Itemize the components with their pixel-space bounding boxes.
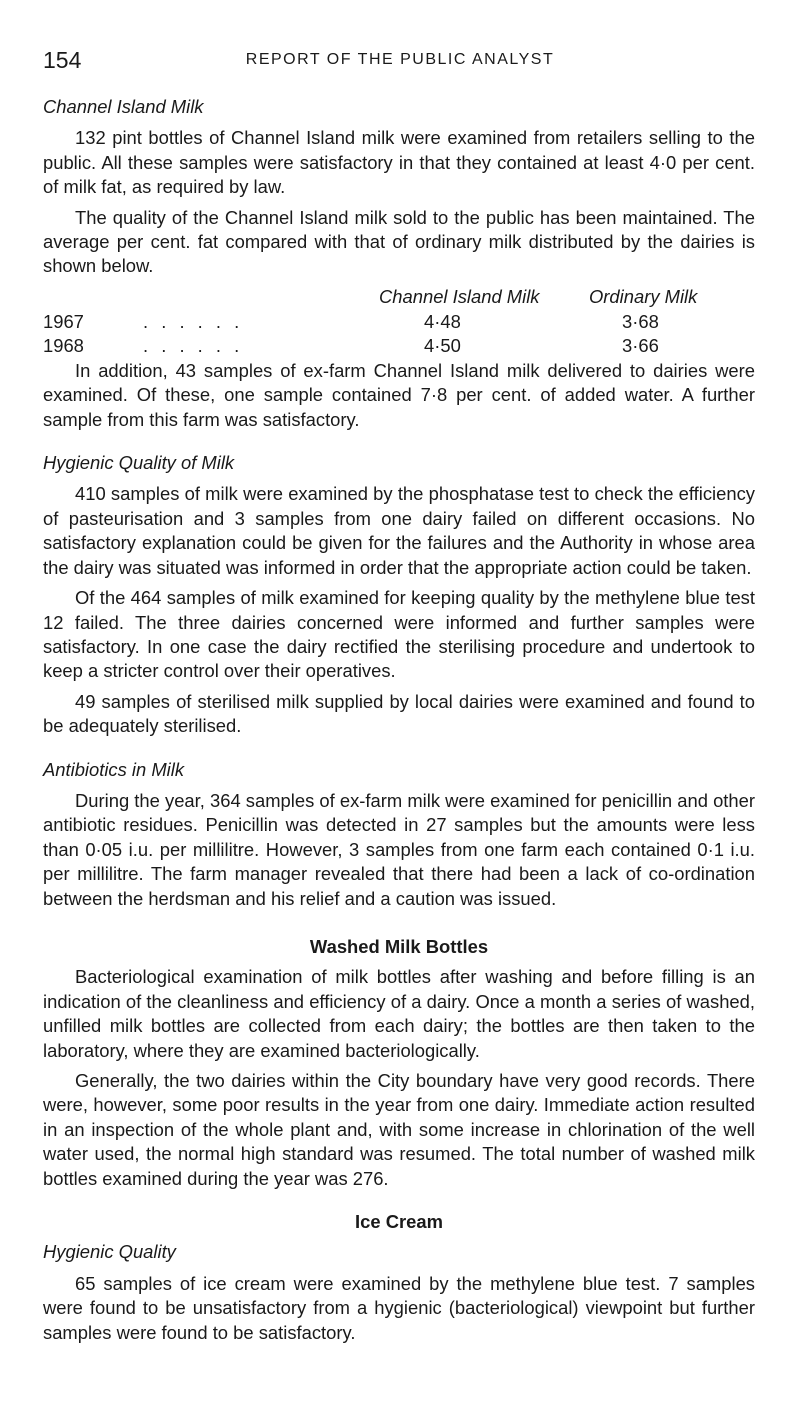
table-cell-channel-island: 4·50: [424, 334, 461, 356]
paragraph: Bacteriological examination of milk bottles after washing and before filling is an indication of the cleanliness and efficiency of a dairy. Once a month a series of washed, unfilled milk bottles are collected from each dairy; the bottles are then taken to the laboratory, where they are examined bacteriologically.: [43, 966, 755, 1061]
table-cell-ordinary: 3·66: [622, 334, 659, 356]
subheading-hygienic-quality: Hygienic Quality: [43, 1241, 176, 1263]
table-row: [43, 334, 755, 358]
table-row: [43, 310, 755, 334]
paragraph: Generally, the two dairies within the City boundary have very good records. There were, however, some poor results in the year from one dairy. Immediate action resulted in an inspection of the whole plant and, with some increase in chlorination of the well water used, the normal high standard was resumed. The total number of washed milk bottles examined during the year was 276.: [43, 1070, 755, 1189]
paragraph: 410 samples of milk were examined by the phosphatase test to check the efficiency of pasteurisation and 3 samples from one dairy failed on different occasions. No satisfactory explanation could be given for the failures and the Authority in whose area the dairy was situated was informed in order that the appropriate action could be taken.: [43, 483, 755, 578]
section-heading-channel-island: Channel Island Milk: [43, 96, 204, 117]
table-header-channel-island: Channel Island Milk: [379, 285, 540, 307]
table-cell-year: 1968: [43, 334, 84, 356]
table-header-ordinary: Ordinary Milk: [589, 285, 698, 307]
paragraph: Of the 464 samples of milk examined for keeping quality by the methylene blue test 12 failed. The three dairies concerned were informed and further samples were satisfactory. In one case the dairy rectified the sterilising procedure and undertook to keep a stricter control over their operatives.: [43, 587, 755, 682]
paragraph: 49 samples of sterilised milk supplied by local dairies were examined and found to be adequately sterilised.: [43, 690, 755, 737]
paragraph: In addition, 43 samples of ex-farm Channel Island milk delivered to dairies were examined. Of these, one sample contained 7·8 per cent. of added water. A further sample from this farm was satisfactory.: [43, 359, 755, 430]
fat-comparison-table: [43, 285, 755, 359]
leader-dots: . . . . . .: [143, 334, 244, 356]
running-head: REPORT OF THE PUBLIC ANALYST: [245, 51, 555, 68]
leader-dots: . . . . . .: [143, 310, 244, 332]
page-number: 154: [43, 47, 82, 73]
section-heading-antibiotics: Antibiotics in Milk: [43, 758, 185, 780]
paragraph: 132 pint bottles of Channel Island milk were examined from retailers selling to the public. All these samples were satisfactory in that they contained at least 4·0 per cent. of milk fat, as required by law.: [43, 127, 755, 198]
page-header: [43, 47, 757, 77]
paragraph: The quality of the Channel Island milk sold to the public has been maintained. The average per cent. fat compared with that of ordinary milk distributed by the dairies is shown below.: [43, 206, 755, 277]
table-cell-ordinary: 3·68: [622, 310, 659, 332]
paragraph: 65 samples of ice cream were examined by the methylene blue test. 7 samples were found to be unsatisfactory from a hygienic (bacteriological) viewpoint but further samples were found to be satisfactory.: [43, 1272, 755, 1343]
table-cell-year: 1967: [43, 310, 84, 332]
section-heading-ice-cream: Ice Cream: [355, 1211, 443, 1233]
section-heading-hygienic-milk: Hygienic Quality of Milk: [43, 452, 235, 474]
table-cell-channel-island: 4·48: [424, 310, 461, 332]
section-heading-washed-bottles: Washed Milk Bottles: [309, 935, 489, 957]
paragraph: During the year, 364 samples of ex-farm milk were examined for penicillin and other antibiotic residues. Penicillin was detected in 27 samples but the amounts were less than 0·05 i.u. per millilitre. However, 3 samples from one farm each contained 0·1 i.u. per millilitre. The farm manager revealed that there had been a lack of co-ordination between the herdsman and his relief and a caution was issued.: [43, 789, 755, 909]
page-body: [43, 95, 755, 1351]
